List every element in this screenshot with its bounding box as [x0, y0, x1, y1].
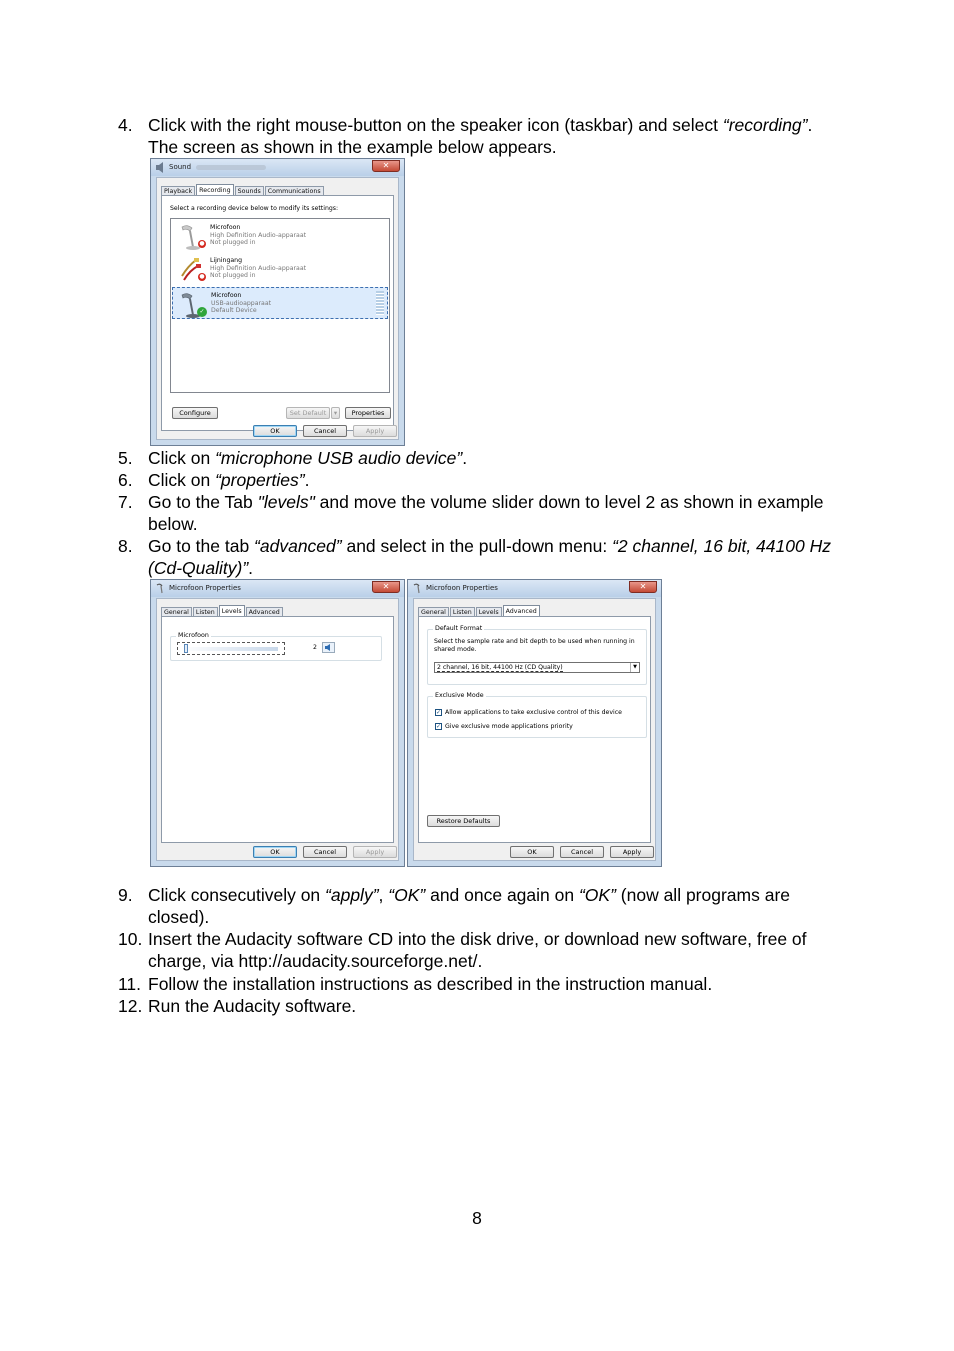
- group-label: Microfoon: [178, 632, 209, 639]
- tab-levels[interactable]: Levels: [476, 607, 502, 617]
- tab-recording[interactable]: Recording: [196, 184, 234, 196]
- exclusive-control-checkbox[interactable]: ✓: [436, 709, 442, 716]
- cancel-button[interactable]: Cancel: [560, 846, 604, 858]
- level-meter: [376, 291, 384, 315]
- device-info: [210, 257, 306, 280]
- device-name: Microfoon: [211, 292, 242, 299]
- step-number: 6.: [118, 470, 133, 490]
- dialog-body: [413, 598, 656, 861]
- dialog-title: Microfoon Properties: [169, 584, 241, 592]
- step-text: [148, 114, 838, 158]
- tab-advanced[interactable]: Advanced: [503, 605, 540, 617]
- apply-button[interactable]: Apply: [610, 846, 654, 858]
- checkbox-label: Allow applications to take exclusive control of this device: [445, 709, 622, 716]
- microphone-level-group: [170, 632, 382, 661]
- device-item-selected[interactable]: [172, 287, 388, 319]
- page-number: 8: [472, 1208, 482, 1228]
- step-number: 4.: [118, 115, 133, 135]
- step-10: [118, 928, 838, 972]
- step-text: [148, 469, 838, 491]
- recording-panel: [161, 195, 394, 431]
- text-run: ,: [378, 885, 389, 905]
- device-info: [211, 292, 271, 315]
- apply-button[interactable]: Apply: [353, 846, 397, 858]
- tab-levels[interactable]: Levels: [219, 605, 245, 617]
- text-run: .: [304, 470, 310, 490]
- apply-button[interactable]: Apply: [353, 425, 397, 437]
- text-run: and move the volume slider down to level 2 as shown in example below.: [148, 492, 824, 534]
- microphone-levels-dialog: [150, 579, 405, 867]
- emphasis: "levels": [257, 492, 315, 512]
- text-run: . The screen as shown in the example below appears.: [148, 115, 813, 157]
- step-12: [118, 995, 838, 1017]
- emphasis: “microphone USB audio device”: [215, 448, 463, 468]
- tab-listen[interactable]: Listen: [450, 607, 475, 617]
- device-item[interactable]: [172, 253, 388, 285]
- step-6: [118, 469, 838, 491]
- default-format-description: Select the sample rate and bit depth to be used when running in shared mode.: [434, 638, 635, 653]
- unplugged-badge-icon: ●: [199, 240, 205, 247]
- step-text: [148, 535, 838, 579]
- title-blur: [196, 165, 266, 170]
- text-run: and select in the pull-down menu:: [341, 536, 613, 556]
- step-number: 8.: [118, 536, 133, 556]
- step-5: [118, 447, 838, 469]
- default-format-group: [427, 625, 647, 685]
- emphasis: “apply”: [325, 885, 379, 905]
- ok-button[interactable]: OK: [253, 425, 297, 437]
- step-number: 5.: [118, 448, 133, 468]
- tab-playback[interactable]: Playback: [161, 186, 195, 196]
- device-list[interactable]: [170, 218, 390, 393]
- step-number: 7.: [118, 492, 133, 512]
- device-name: Lijningang: [210, 257, 243, 264]
- chevron-down-icon: ▾: [333, 409, 338, 417]
- sound-dialog: [150, 158, 405, 446]
- step-7: [118, 491, 838, 535]
- text-run: and once again on: [425, 885, 579, 905]
- tab-communications[interactable]: Communications: [265, 186, 324, 196]
- microphone-icon: [412, 583, 423, 594]
- device-status: Not plugged in: [210, 272, 256, 279]
- sample-format-dropdown[interactable]: [434, 662, 640, 673]
- speaker-icon: [323, 643, 334, 652]
- device-driver: USB-audioapparaat: [211, 299, 272, 307]
- dialog-title: Sound: [169, 163, 192, 171]
- microphone-icon: [155, 583, 166, 594]
- checkbox-label: Give exclusive mode applications priority: [445, 723, 573, 730]
- slider-track: [182, 647, 278, 651]
- device-item[interactable]: [172, 220, 388, 252]
- dialog-body: [156, 177, 399, 440]
- ok-button[interactable]: OK: [510, 846, 554, 858]
- step-text: Run the Audacity software.: [148, 996, 357, 1016]
- microphone-advanced-dialog: [407, 579, 662, 867]
- tab-general[interactable]: General: [161, 607, 192, 617]
- step-text: [148, 447, 838, 469]
- instruction-text: Select a recording device below to modify its settings:: [170, 205, 339, 212]
- cancel-button[interactable]: Cancel: [303, 425, 347, 437]
- text-run: .: [248, 558, 254, 578]
- level-value: 2: [313, 644, 317, 651]
- tab-general[interactable]: General: [418, 607, 449, 617]
- step-text: Follow the installation instructions as described in the instruction manual.: [148, 974, 713, 994]
- step-number: 11.: [118, 974, 142, 994]
- emphasis: “advanced”: [254, 536, 342, 556]
- emphasis: “OK”: [578, 885, 616, 905]
- step-number: 12.: [118, 996, 143, 1016]
- tab-advanced[interactable]: Advanced: [246, 607, 283, 617]
- text-run: Click with the right mouse-button on the speaker icon (taskbar) and select: [148, 115, 723, 135]
- exclusive-mode-group: [427, 692, 647, 738]
- dialog-body: [156, 598, 399, 861]
- emphasis: “OK”: [388, 885, 426, 905]
- speaker-icon: [155, 162, 166, 173]
- text-run: .: [462, 448, 468, 468]
- selected-format: 2 channel, 16 bit, 44100 Hz (CD Quality): [437, 664, 563, 671]
- device-driver: High Definition Audio-apparaat: [210, 231, 307, 239]
- slider-thumb[interactable]: [184, 644, 188, 653]
- step-text: Insert the Audacity software CD into the disk drive, or download new software, free of charge, via http://audacity.sourceforge.net/.: [148, 929, 807, 971]
- tab-listen[interactable]: Listen: [193, 607, 218, 617]
- text-run: (now all programs are closed).: [148, 885, 791, 927]
- set-default-dropdown[interactable]: [331, 407, 340, 419]
- text-run: Click consecutively on: [148, 885, 326, 905]
- device-driver: High Definition Audio-apparaat: [210, 264, 307, 272]
- level-slider[interactable]: [177, 642, 285, 655]
- step-number: 10.: [118, 929, 143, 949]
- text-run: Go to the tab: [148, 536, 255, 556]
- checkmark-icon: ✓: [197, 307, 207, 317]
- cancel-button[interactable]: Cancel: [303, 846, 347, 858]
- device-status: Not plugged in: [210, 239, 256, 246]
- device-name: Microfoon: [210, 224, 241, 231]
- emphasis: “properties”: [215, 470, 305, 490]
- advanced-panel: [418, 616, 651, 843]
- levels-panel: [161, 616, 394, 843]
- device-info: [210, 224, 306, 247]
- text-run: Go to the Tab: [148, 492, 258, 512]
- set-default-button[interactable]: Set Default: [286, 407, 330, 419]
- properties-button[interactable]: Properties: [345, 407, 391, 419]
- text-run: Click on: [148, 448, 216, 468]
- step-11: [118, 973, 838, 995]
- step-4: [118, 114, 838, 158]
- unplugged-badge-icon: ●: [199, 273, 205, 280]
- dialog-title: Microfoon Properties: [426, 584, 498, 592]
- step-text: [148, 884, 838, 928]
- ok-button[interactable]: OK: [253, 846, 297, 858]
- device-status: Default Device: [211, 307, 257, 314]
- mute-button[interactable]: [322, 642, 335, 653]
- step-text: [148, 491, 838, 535]
- title-bar: [151, 580, 404, 597]
- close-button[interactable]: ✕: [629, 581, 657, 593]
- step-8: [118, 535, 838, 579]
- title-bar: [408, 580, 661, 597]
- tab-sounds[interactable]: Sounds: [235, 186, 264, 196]
- emphasis: “recording”: [722, 115, 808, 135]
- close-button[interactable]: ✕: [372, 581, 400, 593]
- group-label: Exclusive Mode: [435, 692, 484, 699]
- close-button[interactable]: ✕: [372, 160, 400, 172]
- exclusive-priority-checkbox[interactable]: ✓: [436, 723, 442, 730]
- configure-button[interactable]: Configure: [172, 407, 218, 419]
- emphasis: “2 channel, 16 bit, 44100 Hz (Cd-Quality)”: [148, 536, 831, 578]
- title-bar: [151, 159, 404, 176]
- text-run: Click on: [148, 470, 216, 490]
- chevron-down-icon: ▼: [630, 663, 639, 672]
- group-label: Default Format: [435, 625, 483, 632]
- step-9: [118, 884, 838, 928]
- step-number: 9.: [118, 885, 133, 905]
- restore-defaults-button[interactable]: Restore Defaults: [427, 815, 500, 827]
